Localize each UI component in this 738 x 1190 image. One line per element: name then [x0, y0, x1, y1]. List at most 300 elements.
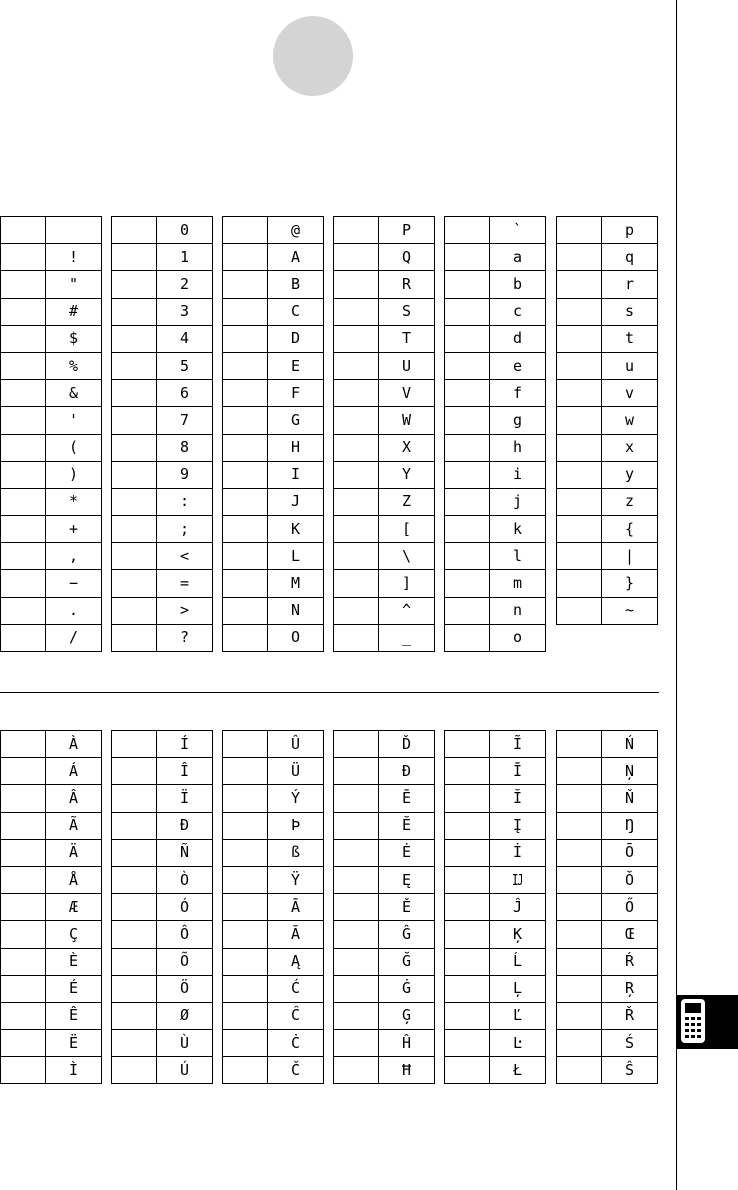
char-glyph: X [379, 434, 435, 461]
char-glyph: Ś [602, 1030, 658, 1057]
char-code-cell [557, 543, 602, 570]
char-row [557, 1002, 658, 1029]
char-code-cell [445, 731, 490, 758]
chapter-marker-circle [273, 16, 353, 96]
char-row [223, 921, 324, 948]
char-glyph: Ł [490, 1057, 546, 1084]
char-code-cell [112, 1057, 157, 1084]
char-row [1, 516, 102, 543]
char-row [223, 785, 324, 812]
char-glyph: g [490, 407, 546, 434]
char-code-cell [223, 407, 268, 434]
char-glyph: Į [490, 812, 546, 839]
char-row [334, 325, 435, 352]
char-code-cell [557, 461, 602, 488]
char-row [445, 516, 546, 543]
char-glyph: À [46, 731, 102, 758]
char-code-cell [1, 407, 46, 434]
char-glyph: Ę [379, 866, 435, 893]
char-code-cell [1, 975, 46, 1002]
char-glyph: " [46, 271, 102, 298]
char-row [445, 434, 546, 461]
char-code-cell [223, 352, 268, 379]
char-glyph: l [490, 543, 546, 570]
char-glyph: Ñ [157, 839, 213, 866]
char-row [1, 434, 102, 461]
char-glyph: b [490, 271, 546, 298]
char-code-cell [557, 244, 602, 271]
char-glyph: n [490, 597, 546, 624]
char-column-2 [111, 730, 213, 1084]
char-code-cell [112, 839, 157, 866]
char-row [334, 543, 435, 570]
char-row [112, 975, 213, 1002]
char-code-cell [445, 570, 490, 597]
char-code-cell [334, 543, 379, 570]
char-glyph: Õ [157, 948, 213, 975]
char-code-cell [557, 516, 602, 543]
char-code-cell [223, 1002, 268, 1029]
char-glyph: Þ [268, 812, 324, 839]
char-row [334, 407, 435, 434]
char-code-cell [223, 624, 268, 651]
char-code-cell [557, 758, 602, 785]
char-row [112, 352, 213, 379]
char-glyph: Ŋ [602, 812, 658, 839]
char-row [1, 975, 102, 1002]
char-row [557, 839, 658, 866]
char-glyph: Ŏ [602, 866, 658, 893]
char-row [445, 812, 546, 839]
char-glyph: Ç [46, 921, 102, 948]
char-code-cell [223, 1057, 268, 1084]
char-code-cell [223, 1030, 268, 1057]
char-glyph: Č [268, 1057, 324, 1084]
char-code-cell [334, 839, 379, 866]
char-row [223, 407, 324, 434]
char-code-cell [445, 1030, 490, 1057]
char-glyph: s [602, 298, 658, 325]
char-code-cell [557, 1030, 602, 1057]
char-code-cell [112, 1030, 157, 1057]
char-row [223, 543, 324, 570]
char-code-cell [557, 407, 602, 434]
char-row [112, 380, 213, 407]
char-glyph: 7 [157, 407, 213, 434]
char-glyph: N [268, 597, 324, 624]
char-glyph: Ï [157, 785, 213, 812]
char-column-1 [0, 216, 102, 652]
char-code-cell [334, 1057, 379, 1084]
char-code-cell [223, 461, 268, 488]
char-code-cell [445, 244, 490, 271]
char-row [1, 1057, 102, 1084]
char-row [334, 624, 435, 651]
char-code-cell [445, 434, 490, 461]
char-code-cell [112, 516, 157, 543]
char-row [445, 624, 546, 651]
char-row [557, 434, 658, 461]
char-column-1 [0, 730, 102, 1084]
char-row [1, 839, 102, 866]
char-row [223, 1057, 324, 1084]
char-glyph: U [379, 352, 435, 379]
char-code-cell [112, 244, 157, 271]
char-row [334, 434, 435, 461]
char-glyph: ] [379, 570, 435, 597]
char-glyph: 5 [157, 352, 213, 379]
char-glyph: 3 [157, 298, 213, 325]
char-row [445, 488, 546, 515]
char-code-cell [1, 624, 46, 651]
char-row [112, 921, 213, 948]
char-glyph: ! [46, 244, 102, 271]
char-code-cell [1, 839, 46, 866]
char-row [334, 1057, 435, 1084]
char-code-cell [557, 975, 602, 1002]
char-code-cell [1, 217, 46, 244]
char-column-5 [444, 216, 546, 652]
char-code-cell [445, 839, 490, 866]
char-row [557, 1057, 658, 1084]
char-row [1, 812, 102, 839]
char-row [557, 298, 658, 325]
char-row [223, 948, 324, 975]
char-row [445, 785, 546, 812]
char-row [445, 380, 546, 407]
char-row [445, 839, 546, 866]
char-code-cell [112, 731, 157, 758]
char-glyph: A [268, 244, 324, 271]
char-code-cell [334, 975, 379, 1002]
char-glyph: Ģ [379, 1002, 435, 1029]
char-row [223, 325, 324, 352]
char-glyph: } [602, 570, 658, 597]
char-glyph: v [602, 380, 658, 407]
char-code-cell [557, 866, 602, 893]
char-row [334, 948, 435, 975]
char-glyph: o [490, 624, 546, 651]
char-code-cell [334, 1002, 379, 1029]
char-glyph: 6 [157, 380, 213, 407]
char-code-cell [557, 217, 602, 244]
char-row [445, 461, 546, 488]
char-code-cell [1, 434, 46, 461]
char-glyph: Ő [602, 894, 658, 921]
char-glyph: F [268, 380, 324, 407]
char-glyph: f [490, 380, 546, 407]
char-code-cell [445, 758, 490, 785]
char-glyph: Ÿ [268, 866, 324, 893]
char-row [334, 488, 435, 515]
char-code-cell [1, 894, 46, 921]
char-code-cell [334, 731, 379, 758]
char-row [445, 921, 546, 948]
char-code-cell [223, 298, 268, 325]
char-glyph: Ā [268, 894, 324, 921]
char-row [445, 407, 546, 434]
char-row [334, 570, 435, 597]
char-glyph: Ō [602, 839, 658, 866]
char-code-cell [557, 570, 602, 597]
char-row [334, 894, 435, 921]
char-code-cell [334, 597, 379, 624]
char-row [1, 352, 102, 379]
char-code-cell [223, 975, 268, 1002]
char-glyph: Ŗ [602, 975, 658, 1002]
char-row [112, 948, 213, 975]
char-code-cell [223, 217, 268, 244]
char-glyph: w [602, 407, 658, 434]
char-glyph: e [490, 352, 546, 379]
char-row [223, 298, 324, 325]
char-glyph: O [268, 624, 324, 651]
char-row [557, 866, 658, 893]
char-glyph: Ċ [268, 1030, 324, 1057]
char-code-cell [223, 325, 268, 352]
char-row [223, 461, 324, 488]
char-row [112, 570, 213, 597]
char-row [112, 624, 213, 651]
char-column-2 [111, 216, 213, 652]
char-row [223, 812, 324, 839]
char-row [445, 244, 546, 271]
char-code-cell [112, 217, 157, 244]
char-code-cell [223, 570, 268, 597]
char-code-cell [1, 516, 46, 543]
char-row [112, 1002, 213, 1029]
char-glyph: ^ [379, 597, 435, 624]
char-row [334, 244, 435, 271]
char-code-cell [112, 352, 157, 379]
char-code-cell [557, 352, 602, 379]
char-code-cell [1, 543, 46, 570]
char-glyph: Q [379, 244, 435, 271]
char-glyph: . [46, 597, 102, 624]
char-glyph: İ [490, 839, 546, 866]
char-code-cell [334, 516, 379, 543]
char-code-cell [557, 298, 602, 325]
char-glyph: Î [157, 758, 213, 785]
char-code-cell [445, 298, 490, 325]
char-code-cell [223, 731, 268, 758]
char-code-cell [223, 839, 268, 866]
char-row [1, 624, 102, 651]
char-row [557, 325, 658, 352]
char-glyph: V [379, 380, 435, 407]
char-code-cell [1, 758, 46, 785]
char-row [557, 352, 658, 379]
char-code-cell [1, 1002, 46, 1029]
char-glyph: | [602, 543, 658, 570]
char-row [1, 407, 102, 434]
char-row [445, 543, 546, 570]
char-code-cell [557, 785, 602, 812]
char-code-cell [223, 921, 268, 948]
char-row [112, 866, 213, 893]
char-glyph: Ġ [379, 975, 435, 1002]
char-glyph: Ě [379, 894, 435, 921]
char-glyph: Ņ [602, 758, 658, 785]
char-glyph: & [46, 380, 102, 407]
char-code-cell [557, 488, 602, 515]
char-code-cell [557, 894, 602, 921]
char-code-cell [445, 461, 490, 488]
char-row [112, 244, 213, 271]
char-glyph: @ [268, 217, 324, 244]
char-glyph: Ĳ [490, 866, 546, 893]
char-row [557, 488, 658, 515]
char-row [223, 839, 324, 866]
char-glyph: D [268, 325, 324, 352]
char-glyph: C [268, 298, 324, 325]
char-code-cell [557, 839, 602, 866]
char-glyph: , [46, 543, 102, 570]
char-glyph: q [602, 244, 658, 271]
char-code-cell [334, 624, 379, 651]
char-row [334, 516, 435, 543]
char-row [1, 758, 102, 785]
char-row [1, 271, 102, 298]
char-code-cell [334, 461, 379, 488]
char-row [557, 812, 658, 839]
char-column-6 [556, 730, 658, 1084]
char-code-cell [557, 731, 602, 758]
char-glyph: B [268, 271, 324, 298]
char-row [557, 217, 658, 244]
char-row [334, 839, 435, 866]
char-glyph: m [490, 570, 546, 597]
char-code-cell [334, 271, 379, 298]
char-glyph: Ü [268, 758, 324, 785]
char-column-4 [333, 730, 435, 1084]
char-glyph: ? [157, 624, 213, 651]
char-row [112, 298, 213, 325]
char-glyph: Í [157, 731, 213, 758]
char-glyph: Ć [268, 975, 324, 1002]
char-code-cell [445, 325, 490, 352]
char-glyph: 1 [157, 244, 213, 271]
char-code-cell [334, 352, 379, 379]
char-code-cell [112, 921, 157, 948]
char-glyph: E [268, 352, 324, 379]
char-row [445, 894, 546, 921]
char-code-cell [445, 407, 490, 434]
char-code-cell [112, 488, 157, 515]
char-row [1, 921, 102, 948]
char-row [112, 1057, 213, 1084]
char-glyph: Ĕ [379, 812, 435, 839]
char-code-cell [223, 434, 268, 461]
char-glyph: Đ [157, 812, 213, 839]
char-glyph: 8 [157, 434, 213, 461]
char-row [445, 731, 546, 758]
char-glyph: Y [379, 461, 435, 488]
char-glyph: R [379, 271, 435, 298]
char-glyph: Ļ [490, 975, 546, 1002]
char-code-cell [223, 271, 268, 298]
char-glyph: Ĭ [490, 785, 546, 812]
char-code-cell [445, 1057, 490, 1084]
char-code-cell [112, 461, 157, 488]
char-row [557, 543, 658, 570]
char-row [445, 1030, 546, 1057]
char-code-cell [334, 434, 379, 461]
char-row [445, 298, 546, 325]
char-code-cell [223, 543, 268, 570]
char-row [1, 570, 102, 597]
char-code-cell [223, 244, 268, 271]
char-code-cell [334, 244, 379, 271]
char-code-cell [1, 597, 46, 624]
char-row [112, 271, 213, 298]
char-code-cell [445, 948, 490, 975]
char-glyph: _ [379, 624, 435, 651]
char-glyph: Z [379, 488, 435, 515]
char-code-cell [112, 325, 157, 352]
char-code-cell [445, 785, 490, 812]
char-row [557, 461, 658, 488]
char-code-cell [1, 1057, 46, 1084]
char-code-cell [445, 380, 490, 407]
char-row [557, 407, 658, 434]
char-row [1, 217, 102, 244]
char-glyph: Û [268, 731, 324, 758]
char-row [112, 894, 213, 921]
char-glyph: M [268, 570, 324, 597]
char-code-cell [112, 1002, 157, 1029]
char-row [112, 731, 213, 758]
char-glyph: Ú [157, 1057, 213, 1084]
char-code-cell [112, 866, 157, 893]
char-glyph: % [46, 352, 102, 379]
char-glyph: ' [46, 407, 102, 434]
char-glyph: ~ [602, 597, 658, 624]
char-code-cell [445, 812, 490, 839]
char-code-cell [1, 488, 46, 515]
char-code-cell [334, 380, 379, 407]
char-row [445, 271, 546, 298]
char-row [334, 785, 435, 812]
char-row [334, 597, 435, 624]
char-glyph: Ã [46, 812, 102, 839]
char-glyph: Ô [157, 921, 213, 948]
char-row [557, 731, 658, 758]
char-code-cell [112, 812, 157, 839]
char-row [223, 731, 324, 758]
char-row [112, 434, 213, 461]
char-glyph: { [602, 516, 658, 543]
char-glyph: Ĉ [268, 1002, 324, 1029]
char-glyph: Đ [379, 758, 435, 785]
char-row [223, 217, 324, 244]
char-glyph: P [379, 217, 435, 244]
char-code-cell [334, 894, 379, 921]
char-code-cell [445, 1002, 490, 1029]
char-row [334, 461, 435, 488]
char-row [445, 217, 546, 244]
char-row [557, 894, 658, 921]
char-row [1, 325, 102, 352]
chapter-tab [677, 995, 738, 1049]
char-glyph: 0 [157, 217, 213, 244]
char-code-cell [112, 570, 157, 597]
char-code-cell [1, 352, 46, 379]
char-row [334, 352, 435, 379]
char-glyph: a [490, 244, 546, 271]
char-row [334, 812, 435, 839]
char-code-cell [557, 325, 602, 352]
